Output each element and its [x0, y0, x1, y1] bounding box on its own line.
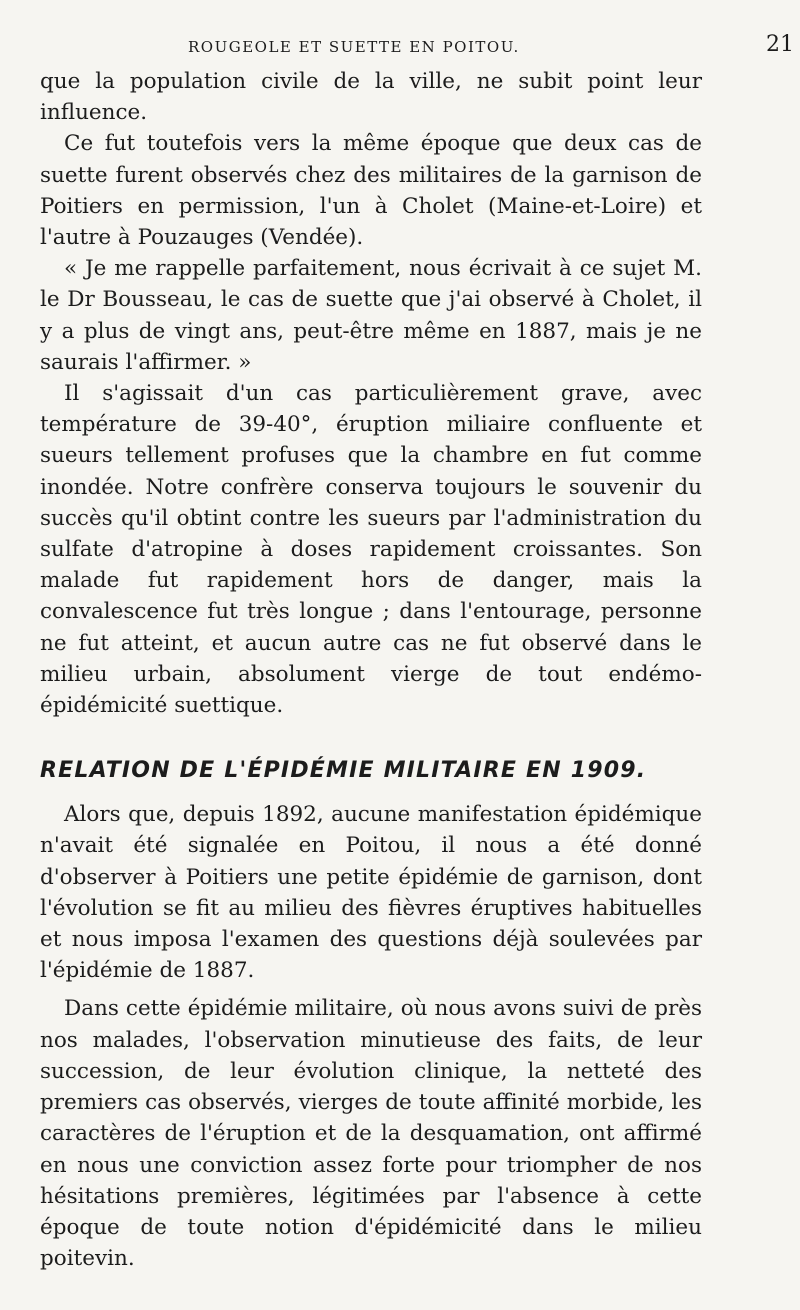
body-text: [40, 66, 702, 1274]
running-title: ROUGEOLE ET SUETTE EN POITOU.: [188, 38, 520, 56]
paragraph-1: que la population civile de la ville, ne subit point leur influence.: [40, 69, 702, 126]
page-number: 21: [766, 32, 794, 57]
paragraph-3-quote: « Je me rappelle parfaitement, nous écrivait à ce sujet M. le Dr Bousseau, le cas de suette que j'ai observé à Cholet, il y a plus de vingt ans, peut-être même en 1887, mais je ne saurais l'affirmer. »: [40, 256, 702, 375]
running-header: [40, 30, 794, 66]
paragraph-2: Ce fut toutefois vers la même époque que deux cas de suette furent observés chez des militaires de la garnison de Poitiers en permission, l'un à Cholet (Maine-et-Loire) et l'autre à Pouzauges (Vendée).: [40, 131, 702, 251]
paragraph-4: Il s'agissait d'un cas particulièrement grave, avec température de 39-40°, éruption miliaire confluente et sueurs tellement profuses que la chambre en fut comme inondée. Notre confrère conserva toujours le souvenir du succès qu'il obtint contre les sueurs par l'administration du sulfate d'atropine à doses rapidement croissantes. Son malade fut rapidement hors de danger, mais la convalescence fut très longue ; dans l'entourage, personne ne fut atteint, et aucun autre cas ne fut observé dans le milieu urbain, absolument vierge de tout endémo-épidémicité suettique.: [40, 381, 702, 719]
section-heading: RELATION DE L'ÉPIDÉMIE MILITAIRE EN 1909.: [40, 758, 647, 784]
section-paragraph-1: Alors que, depuis 1892, aucune manifestation épidémique n'avait été signalée en Poitou, il nous a été donné d'observer à Poitiers une petite épidémie de garnison, dont l'évolution se fit au milieu des fièvres éruptives habituelles et nous imposa l'examen des questions déjà soulevées par l'épidémie de 1887.: [40, 802, 702, 984]
spacer: [40, 721, 702, 751]
section-paragraph-2: Dans cette épidémie militaire, où nous avons suivi de près nos malades, l'observation minutieuse des faits, de leur succession, de leur évolution clinique, la netteté des premiers cas observés, vierges de toute affinité morbide, les caractères de l'éruption et de la desquamation, ont affirmé en nous une conviction assez forte pour triompher de nos hésitations premières, légitimées par l'absence à cette époque de toute notion d'épidémicité dans le milieu poitevin.: [40, 996, 702, 1272]
